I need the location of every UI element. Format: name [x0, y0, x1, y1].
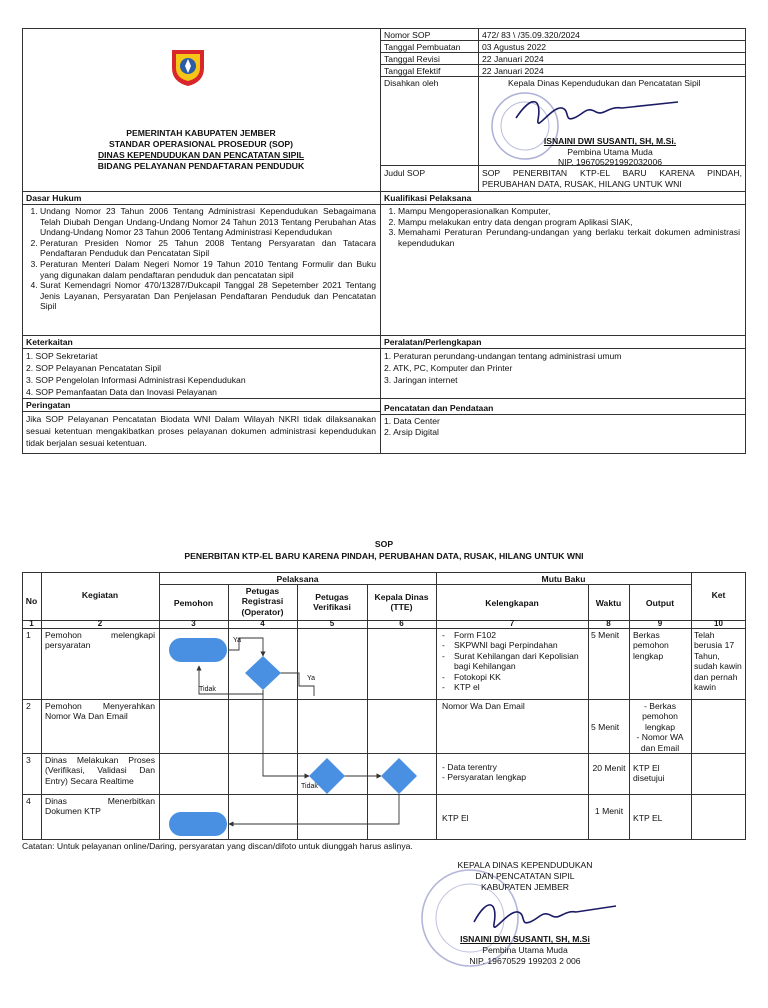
- list-item: 1. Data Center: [384, 416, 440, 426]
- list-item: - Surat Kehilangan dari Kepolisian bagi Kehilangan: [442, 651, 584, 672]
- hdr-petugas-verifikasi: Petugas Verifikasi: [313, 592, 351, 613]
- org-line-4: BIDANG PELAYANAN PENDAFTARAN PENDUDUK: [97, 161, 305, 171]
- list-item: 2. ATK, PC, Komputer dan Printer: [384, 363, 513, 373]
- list-item: - Form F102: [442, 630, 584, 640]
- signature-icon: [512, 88, 682, 136]
- peralatan-list: [384, 350, 621, 386]
- list-item: - SKPWNI bagi Perpindahan: [442, 640, 584, 650]
- list-item: 4. Surat Kemendagri Nomor 470/13287/Dukcapil Tanggal 28 Sepetember 2021 Tentang Jenis Layanan, Persyaratan Dan Penjelasan Pendaftaran Penduduk dan Pencatatan Sipil: [40, 280, 376, 312]
- peringatan-title: Peringatan: [26, 400, 71, 410]
- peralatan-title: Peralatan/Perlengkapan: [384, 337, 482, 347]
- dasar-hukum-title: Dasar Hukum: [26, 193, 82, 203]
- list-item: - Berkas pemohon lengkap: [642, 701, 678, 732]
- org-line-1: PEMERINTAH KABUPATEN JEMBER: [126, 128, 276, 138]
- row-1-kegiatan: Pemohon melengkapi persyaratan: [45, 630, 155, 651]
- footer-line-1: KEPALA DINAS KEPENDUDUKAN: [457, 860, 593, 870]
- row-4-output: KTP EL: [633, 813, 663, 823]
- hdr-waktu: Waktu: [595, 598, 622, 608]
- meta-value-nomor: 472/ 83 \ /35.09.320/2024: [482, 30, 580, 40]
- kualifikasi-title: Kualifikasi Pelaksana: [384, 193, 472, 203]
- footer-sign-title: [440, 860, 610, 893]
- catatan-note: Catatan: Untuk pelayanan online/Daring, persyaratan yang discan/difoto untuk diunggah harus aslinya.: [22, 841, 413, 851]
- footer-signer-rank: Pembina Utama Muda: [482, 945, 568, 955]
- peringatan-text: Jika SOP Pelayanan Pencatatan Biodata WNI Dalam Wilayah NKRI tidak dilaksanakan sesuai ketentuan mengakibatkan proses pelayanan dokumen administrasi kependudukan tidak berjalan sesuai ketentuan.: [26, 414, 376, 448]
- org-header: [22, 128, 380, 172]
- kualifikasi-list: [384, 206, 740, 248]
- footer-line-3: KABUPATEN JEMBER: [480, 882, 570, 892]
- pencatatan-title: Pencatatan dan Pendataan: [384, 403, 494, 413]
- row-4-waktu: 1 Menit: [594, 806, 624, 816]
- signer-rank: Pembina Utama Muda: [567, 146, 653, 157]
- list-item: 3. Jaringan internet: [384, 375, 458, 385]
- row-2-waktu: 5 Menit: [591, 722, 620, 732]
- row-2-no: 2: [26, 701, 31, 711]
- row-3-kegiatan: Dinas Melakukan Proses (Verifikasi, Validasi Dan Entry) Secara Realtime: [45, 755, 155, 786]
- col-num: 8: [606, 619, 611, 628]
- hdr-output: Output: [645, 598, 675, 608]
- list-item: - KTP el: [442, 682, 584, 692]
- list-item: 3. Memahami Peraturan Perundang-undangan yang berlaku terkait dokumen administrasi kependudukan: [398, 227, 740, 248]
- footer-signer-nip: NIP. 19670529 199203 2 006: [469, 956, 581, 966]
- list-item: 1. Peraturan perundang-undangan tentang administrasi umum: [384, 351, 622, 361]
- flow-label-tidak: Tidak: [301, 783, 318, 790]
- flowchart: [159, 628, 436, 840]
- row-2-kegiatan: Pemohon Menyerahkan Nomor Wa Dan Email: [45, 701, 155, 722]
- row-3-no: 3: [26, 755, 31, 765]
- judul-value: SOP PENERBITAN KTP-EL BARU KARENA PINDAH, PERUBAHAN DATA, RUSAK, HILANG UNTUK WNI: [482, 168, 742, 189]
- list-item: - Data terentry: [442, 762, 497, 772]
- row-1-ket: Telah berusia 17 Tahun, sudah kawin dan pernah kawin: [694, 630, 742, 693]
- list-item: - Fotokopi KK: [442, 672, 584, 682]
- meta-label-disahkan: Disahkan oleh: [384, 78, 439, 88]
- footer-signer-name: ISNAINI DWI SUSANTI, SH, M.Si: [460, 934, 590, 944]
- hdr-kegiatan: Kegiatan: [81, 590, 119, 600]
- col-num: 5: [329, 619, 335, 628]
- row-2-output: [631, 701, 689, 753]
- hdr-no: No: [25, 596, 38, 606]
- signature-icon: [470, 890, 620, 940]
- sop-title-1: SOP: [374, 539, 394, 549]
- start-terminator-shape: [169, 638, 227, 662]
- hdr-pelaksana: Pelaksana: [276, 574, 319, 584]
- hdr-mutu-baku: Mutu Baku: [541, 574, 586, 584]
- row-1-waktu: 5 Menit: [591, 630, 620, 640]
- list-item: 2. Arsip Digital: [384, 426, 439, 437]
- col-num: 6: [399, 619, 404, 628]
- list-item: 3. Peraturan Menteri Dalam Negeri Nomor 19 Tahun 2010 Tentang Formulir dan Buku yang digunakan dalam pendaftaran penduduk dan pencatatan sipil: [40, 259, 376, 280]
- meta-label-pembuatan: Tanggal Pembuatan: [384, 42, 461, 52]
- row-1-output: Berkas pemohon lengkap: [633, 630, 669, 661]
- keterkaitan-list: [26, 350, 246, 398]
- signer-block: [540, 136, 680, 168]
- meta-value-revisi: 22 Januari 2024: [482, 54, 544, 64]
- meta-label-nomor: Nomor SOP: [384, 30, 431, 40]
- flow-label-tidak: Tidak: [199, 686, 216, 693]
- org-line-2: STANDAR OPERASIONAL PROSEDUR (SOP): [109, 139, 293, 149]
- jember-logo-icon: [168, 46, 208, 88]
- list-item: - Persyaratan lengkap: [442, 772, 527, 783]
- footer-signer: [440, 934, 610, 967]
- row-3-output: KTP El disetujui: [633, 763, 665, 784]
- hdr-pemohon: Pemohon: [173, 598, 214, 608]
- list-item: 3. SOP Pengelolan Informasi Administrasi Kependudukan: [26, 375, 246, 385]
- row-4-no: 4: [26, 796, 31, 806]
- hdr-kepala-dinas: Kepala Dinas (TTE): [374, 592, 429, 613]
- list-item: 2. SOP Pelayanan Pencatatan Sipil: [26, 363, 162, 373]
- row-4-kegiatan: Dinas Menerbitkan Dokumen KTP: [45, 796, 155, 817]
- dasar-hukum-list: [26, 206, 376, 312]
- row-3-waktu: 20 Menit: [592, 763, 626, 773]
- decision-diamond-kepala-dinas: [381, 758, 417, 794]
- footer-line-2: DAN PENCATATAN SIPIL: [475, 871, 575, 881]
- meta-value-pembuatan: 03 Agustus 2022: [482, 42, 547, 52]
- list-item: 1. Undang Nomor 23 Tahun 2006 Tentang Administrasi Kependudukan Sebagaimana Telah Diubah Dengan Undang-Undang Nomor 24 Tahun 2013 Tentang Perubahan Atas Undang-Undang Nomor 23 Tahun 2006 Tentang Administrasi Kependudukan: [40, 206, 376, 238]
- list-item: - Nomor WA dan Email: [636, 732, 684, 753]
- sop-title-2: PENERBITAN KTP-EL BARU KARENA PINDAH, PERUBAHAN DATA, RUSAK, HILANG UNTUK WNI: [184, 551, 584, 561]
- col-num: 2: [97, 619, 103, 628]
- row-1-no: 1: [26, 630, 31, 640]
- row-2-kelengkapan: Nomor Wa Dan Email: [442, 701, 525, 711]
- flow-label-ya: Ya: [307, 675, 316, 682]
- hdr-ket: Ket: [711, 590, 726, 600]
- flow-label-ya: Ya: [233, 637, 242, 644]
- list-item: 2. Mampu melakukan entry data dengan program Aplikasi SIAK,: [398, 217, 740, 228]
- row-1-kelengkapan: [442, 630, 584, 692]
- col-num: 9: [657, 619, 663, 628]
- judul-label: Judul SOP: [384, 168, 426, 178]
- col-num: 1: [29, 619, 34, 628]
- col-num: 4: [260, 619, 265, 628]
- sop-title: [22, 538, 746, 562]
- signer-name: ISNAINI DWI SUSANTI, SH, M.Si.: [543, 136, 677, 146]
- decision-diamond-registrasi: [245, 656, 281, 690]
- col-num: 3: [191, 619, 196, 628]
- pencatatan-list: [384, 416, 440, 437]
- signer-nip: NIP. 196705291992032006: [557, 157, 663, 168]
- hdr-petugas-registrasi: Petugas Registrasi (Operator): [241, 586, 284, 617]
- meta-label-efektif: Tanggal Efektif: [384, 66, 441, 76]
- meta-value-disahkan: Kepala Dinas Kependudukan dan Pencatatan Sipil: [508, 78, 701, 88]
- list-item: 4. SOP Pemanfaatan Data dan Inovasi Pelayanan: [26, 387, 217, 397]
- org-line-3: DINAS KEPENDUDUKAN DAN PENCATATAN SIPIL: [97, 150, 305, 160]
- meta-value-efektif: 22 Januari 2024: [482, 66, 544, 76]
- end-terminator-shape: [169, 812, 227, 836]
- col-num: 10: [714, 619, 723, 628]
- row-3-kelengkapan: [442, 762, 526, 783]
- hdr-kelengkapan: Kelengkapan: [485, 598, 539, 608]
- meta-label-revisi: Tanggal Revisi: [384, 54, 440, 64]
- list-item: 1. SOP Sekretariat: [26, 351, 98, 361]
- col-num: 7: [509, 619, 515, 628]
- list-item: 2. Peraturan Presiden Nomor 25 Tahun 2008 Tentang Persyaratan dan Tatacara Pendaftaran Penduduk dan Pencatatan Sipil: [40, 238, 376, 259]
- row-4-kelengkapan: KTP El: [442, 813, 469, 823]
- keterkaitan-title: Keterkaitan: [26, 337, 73, 347]
- list-item: 1. Mampu Mengoperasionalkan Komputer,: [398, 206, 740, 217]
